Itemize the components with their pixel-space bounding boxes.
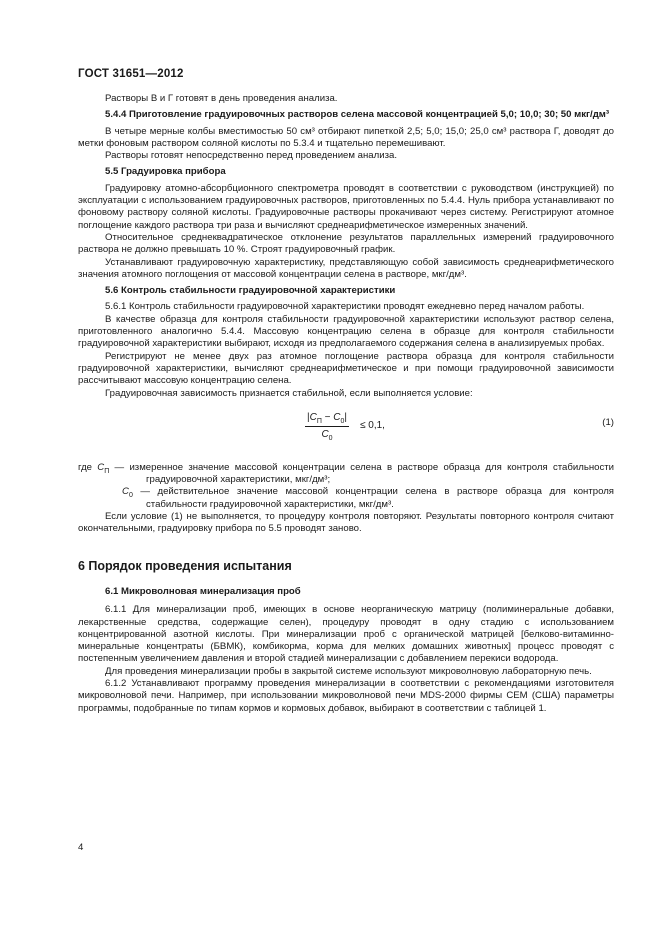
section-heading-5-5: 5.5 Градуировка прибора — [105, 166, 226, 178]
formula-number: (1) — [602, 416, 614, 428]
paragraph: В четыре мерные колбы вместимостью 50 см³ отбирают пипеткой 2,5; 5,0; 15,0; 25,0 см³ раствора Г, доводят до метки фоновым раствором соляной кислоты по 5.3.4 и тщательно перемешивают. — [78, 125, 614, 149]
formula-relation: ≤ 0,1, — [360, 419, 385, 431]
paragraph: Устанавливают градуировочную характеристику, представляющую собой зависимость среднеарифметического значения атомного поглощения от массовой концентрации селена в растворе, мкг/дм³. — [78, 256, 614, 280]
section-heading-6: 6 Порядок проведения испытания — [78, 558, 292, 573]
paragraph: Регистрируют не менее двух раз атомное поглощение раствора образца для контроля стабильности градуировочной характеристики, вычисляют среднеарифметическое и при помощи градуировочной зависимости рассчитывают массовую концентрацию селена. — [78, 350, 614, 387]
paragraph: Для проведения минерализации пробы в закрытой системе используют микроволновую лабораторную печь. — [105, 665, 592, 677]
paragraph: 6.1.2 Устанавливают программу проведения минерализации в соответствии с рекомендациями изготовителя микроволновой печи. Например, при использовании микроволновой печи MDS-2000 фирмы CEM (США) параметры программы, подобранные по типам кормов и кормовых добавок, выбирают в соответствии с таблицей 1. — [78, 677, 614, 714]
page-number: 4 — [78, 842, 84, 853]
document-header: ГОСТ 31651—2012 — [78, 68, 184, 80]
paragraph: Градуировку атомно-абсорбционного спектрометра проводят в соответствии с руководством (инструкцией) по эксплуатации с использованием градуировочных растворов, приготовленных по 5.4.4. Нуль прибора устанавливают по фоновому раствору соляной кислоты. Градуировочные растворы прокачивают через систему. Регистрируют атомное поглощение каждого раствора три раза и вычисляют среднеарифметическое измеренных значений. — [78, 182, 614, 231]
definition-c-0: $C_0$ — действительное значение массовой концентрации селена в растворе образца для контроля стабильности градуировочной характеристики, мкг/дм³. — [122, 486, 614, 510]
section-heading-5-6: 5.6 Контроль стабильности градуировочной характеристики — [105, 285, 396, 297]
paragraph: Относительное среднеквадратическое отклонение результатов параллельных измерений градуировочного раствора не должно превышать 10 %. Строят градуировочный график. — [78, 231, 614, 256]
paragraph: 6.1.1 Для минерализации проб, имеющих в основе неорганическую матрицу (полиминеральные добавки, лекарственные средства, содержащие селен), процедуру проводят в одну стадию с использованием концентрированной азотной кислоты. При минерализации проб с органической матрицей [белково-витаминно-минеральные концентраты (БВМК), комбикорма, корма для мелких домашних животных] процесс проводят с постепенным увеличением давления и второй стадией минерализации с добавлением перекиси водорода. — [78, 604, 614, 665]
paragraph: В качестве образца для контроля стабильности градуировочной характеристики используют раствор селена, приготовленного аналогично 5.4.4. Массовую концентрацию селена в образце для контроля стабильности градуировочной характеристики выбирают, исходя из предполагаемого содержания селена в анализируемых пробах. — [78, 313, 614, 350]
paragraph: Градуировочная зависимость признается стабильной, если выполняется условие: — [105, 387, 473, 399]
formula-1 — [78, 410, 614, 454]
paragraph: Если условие (1) не выполняется, то процедуру контроля повторяют. Результаты повторного контроля считают окончательными, градуировку прибора по 5.5 проводят заново. — [78, 511, 614, 535]
formula-denominator: $C_0$ — [321, 429, 333, 443]
formula-numerator: $|C_П - C_0|$ — [305, 412, 349, 427]
section-heading-5-4-4: 5.4.4 Приготовление градуировочных растворов селена массовой концентрацией 5,0; 10,0; 30; 50 мкг/дм³ — [105, 109, 610, 121]
paragraph: 5.6.1 Контроль стабильности градуировочной характеристики проводят ежедневно перед началом работы. — [105, 301, 585, 313]
paragraph: Растворы В и Г готовят в день проведения анализа. — [105, 93, 338, 104]
section-heading-6-1: 6.1 Микроволновая минерализация проб — [105, 585, 301, 597]
formula-fraction — [305, 412, 349, 442]
paragraph: Растворы готовят непосредственно перед проведением анализа. — [105, 150, 397, 162]
document-body — [78, 93, 614, 715]
definition-c-p: где $C_П$ — измеренное значение массовой концентрации селена в растворе образца для контроля стабильности градуировочной характеристики, мкг/дм³; — [78, 461, 614, 486]
